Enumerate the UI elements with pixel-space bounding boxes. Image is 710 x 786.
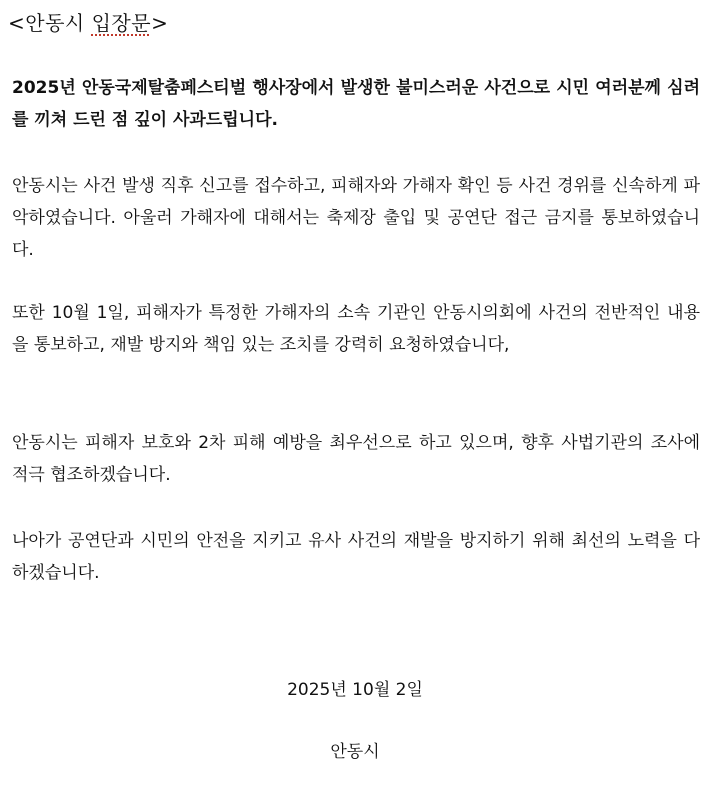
response-paragraph: 안동시는 사건 발생 직후 신고를 접수하고, 피해자와 가해자 확인 등 사건 경위를 신속하게 파악하였습니다. 아울러 가해자에 대해서는 축제장 출입 및 공연단 접근 금지를 통보하였습니다. bbox=[12, 176, 700, 260]
victim-protection-paragraph: 안동시는 피해자 보호와 2차 피해 예방을 최우선으로 하고 있으며, 향후 사법기관의 조사에 적극 협조하겠습니다. bbox=[12, 433, 700, 485]
title-text-underlined: 입장문 bbox=[91, 11, 152, 35]
title-text: 안동시 bbox=[25, 11, 92, 35]
apology-paragraph: 2025년 안동국제탈춤페스티벌 행사장에서 발생한 불미스러운 사건으로 시민 여러분께 심려를 끼쳐 드린 점 깊이 사과드립니다. bbox=[12, 78, 700, 130]
title-bracket-close: > bbox=[151, 11, 169, 35]
council-notice-paragraph: 또한 10월 1일, 피해자가 특정한 가해자의 소속 기관인 안동시의회에 사건의 전반적인 내용을 통보하고, 재발 방지와 책임 있는 조치를 강력히 요청하였습니다, bbox=[12, 303, 700, 355]
statement-signer: 안동시 bbox=[330, 742, 380, 762]
statement-date: 2025년 10월 2일 bbox=[287, 680, 423, 700]
prevention-paragraph: 나아가 공연단과 시민의 안전을 지키고 유사 사건의 재발을 방지하기 위해 최선의 노력을 다하겠습니다. bbox=[12, 531, 700, 583]
title-bracket-open: < bbox=[8, 11, 26, 35]
document-title bbox=[8, 9, 168, 37]
